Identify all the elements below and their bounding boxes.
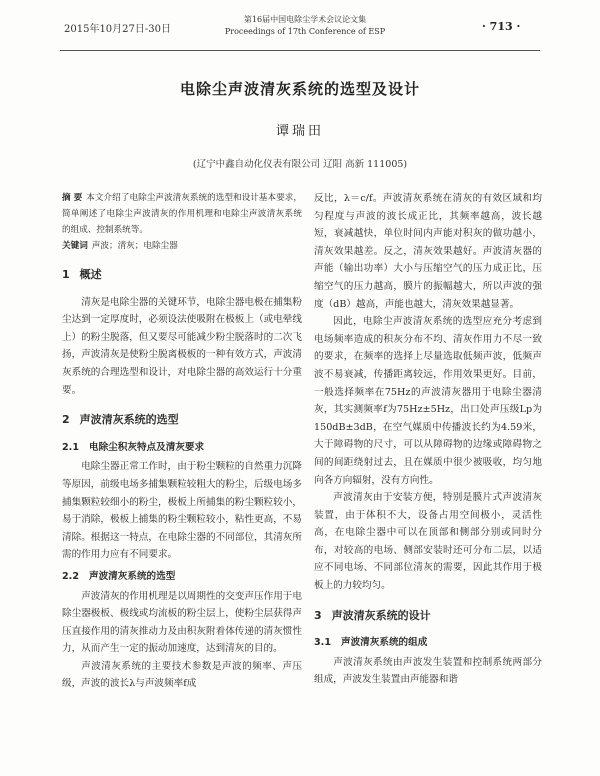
abstract — [62, 190, 302, 238]
subsection-2-2-paragraph-b: 声波清灰系统的主要技术参数是声波的频率、声压级，声波的波长λ与声波频率f成 — [62, 660, 302, 690]
keywords — [62, 238, 302, 254]
section-1-heading — [62, 266, 302, 284]
header-date: 2015年10月27日-30日 — [64, 24, 172, 35]
running-header — [0, 10, 600, 50]
subsection-2-2-paragraph-a: 声波清灰的作用机理是以周期性的交变声压作用于电除尘器极板、极线或均流板的粉尘层上，使粉尘层获得声压直接作用的清灰推动力及由积灰附着体传递的清灰惯性力，从而产生一定的振动加速度，达到清灰的目的。 — [62, 590, 302, 655]
header-rule — [60, 50, 540, 51]
subsection-2-1-heading — [62, 439, 302, 457]
section-3-heading — [314, 607, 542, 625]
keywords-label: 关键词 — [62, 241, 88, 251]
subsection-2-1-number: 2.1 — [62, 441, 79, 453]
subsection-3-1-paragraph: 声波清灰系统由声波发生装置和控制系统两部分组成，声波发生装置由声能器和谐 — [314, 656, 542, 686]
abstract-label: 摘 要 — [62, 193, 83, 203]
section-1-paragraph: 清灰是电除尘器的关键环节，电除尘器电极在捕集粉尘达到一定厚度时，必须设法使吸附在极板上（或电晕线上）的粉尘脱落，但又要尽可能减少粉尘脱落时的二次飞扬，声波清灰是使粉尘脱离极板的一种有效方式，声波清灰系统的合理选型和设计，对电除尘器的高效运行十分重要。 — [62, 296, 302, 396]
subsection-2-2-number: 2.2 — [62, 570, 79, 582]
header-conference-en: Proceedings of 17th Conference of ESP — [224, 27, 386, 36]
subsection-3-1-number: 3.1 — [314, 637, 331, 649]
section-2-title: 声波清灰系统的选型 — [79, 413, 179, 427]
right-paragraph-2: 因此，电除尘声波清灰系统的选型应充分考虑到电场频率造成的积灰分布不均、清灰作用力不尽一致的要求，在频率的选择上尽量选取低频声波，低频声波不易衰减，传播距离较远，作用效果更好。目前，一般选择频率在75Hz的声波清灰器用于电除尘器清灰，其实测频率f为75Hz±5Hz，出口处声压级Lp为150dB±3dB，在空气媒质中传播波长约为4.59米，大于障碍物的尺寸，可以从障碍物的边缘或障碍物之间的间距绕射过去，且在媒质中很少被吸收，均匀地向各方向辐射，没有方向性。 — [314, 316, 542, 486]
subsection-2-1-title: 电除尘积灰特点及清灰要求 — [89, 441, 205, 453]
section-2-heading — [62, 411, 302, 429]
section-3-title: 声波清灰系统的设计 — [331, 608, 431, 622]
keywords-text: 声波；清灰；电除尘器 — [91, 241, 178, 251]
subsection-2-1-paragraph: 电除尘器正常工作时，由于粉尘颗粒的自然重力沉降等原因，前级电场多捕集颗粒较粗大的粉尘，后级电场多捕集颗粒较细小的粉尘，极板上所捕集的粉尘颗粒较小，易于消除，极板上捕集的粉尘颗粒较小，粘性更高，不易清除。根据这一特点，在电除尘器的不同部位，其清灰所需的作用力应有不同要求。 — [62, 461, 302, 561]
paper-author: 谭瑞田 — [275, 124, 324, 139]
subsection-2-2-title: 声波清灰系统的选型 — [89, 570, 176, 582]
right-column — [314, 190, 542, 689]
right-paragraph-1: 反比，λ＝c/f。声波清灰系统在清灰的有效区域和均匀程度与声波的波长成正比，其频率越高，波长越短，衰减越快，单位时间内声能对积灰的做功越小，清灰效果越差。反之，清灰效果越好。声波清灰器的声能（输出功率）大小与压缩空气的压力成正比，压缩空气的压力越高，膜片的振幅越大，所以声波的强度（dB）越高，声能也越大，清灰效果越显著。 — [314, 193, 542, 310]
abstract-text: 本文介绍了电除尘声波清灰系统的选型和设计基本要求，简单阐述了电除尘声波清灰的作用机理和电除尘声波清灰系统的组成、控制系统等。 — [62, 193, 302, 235]
left-column — [62, 190, 302, 693]
subsection-3-1-heading — [314, 634, 542, 652]
section-1-title: 概述 — [79, 268, 102, 281]
subsection-3-1-title: 声波清灰系统的组成 — [341, 637, 428, 649]
author-affiliation: (辽宁中鑫自动化仪表有限公司 辽阳 高新 111005) — [192, 159, 408, 170]
header-conference-cn: 第16届中国电除尘学术会议论文集 — [243, 15, 367, 24]
section-1-number: 1 — [62, 268, 70, 281]
paper-title: 电除尘声波清灰系统的选型及设计 — [179, 80, 420, 98]
section-2-number: 2 — [62, 413, 70, 427]
subsection-2-2-heading — [62, 568, 302, 586]
right-paragraph-3: 声波清灰由于安装方便，特别是膜片式声波清灰装置，由于体积不大，设备占用空间极小，灵活性高，在电除尘器中可以在顶部和侧部分别或同时分布，对较高的电场、侧部安装时还可分布二层，以适应不同电场、不同部位清灰的需要，因此其作用于极板上的力较均匀。 — [314, 492, 542, 592]
page-number: · 713 · — [482, 20, 521, 33]
section-3-number: 3 — [314, 608, 322, 622]
header-conference — [205, 14, 405, 38]
